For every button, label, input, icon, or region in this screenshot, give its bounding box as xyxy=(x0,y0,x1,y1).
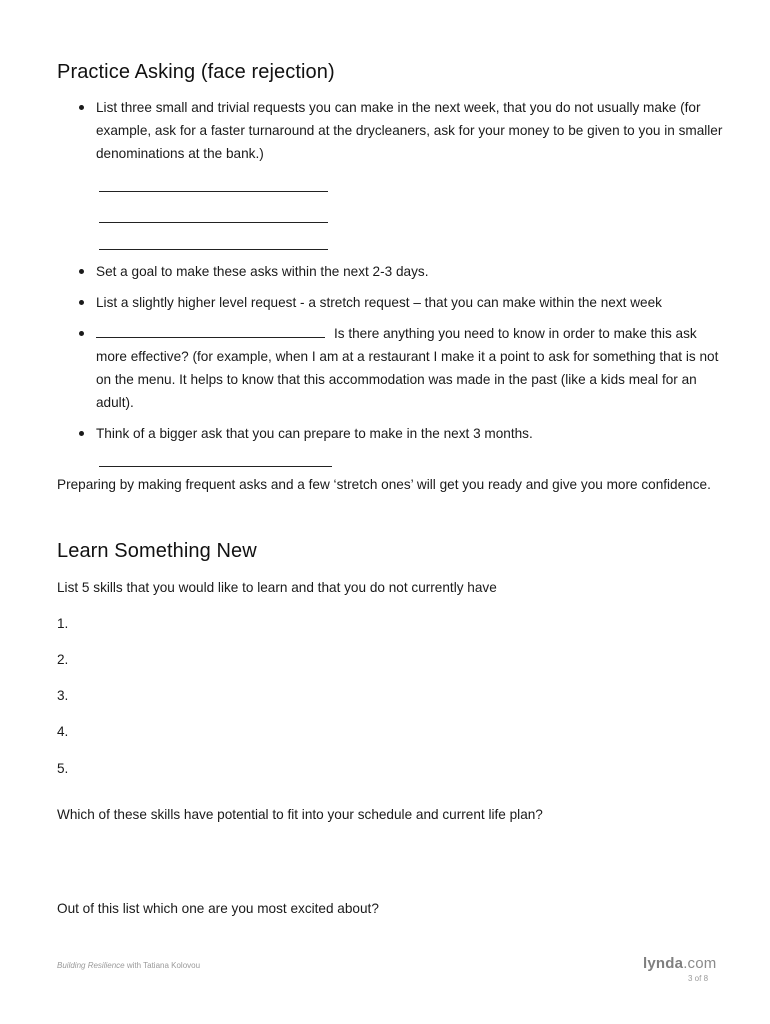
logo-suffix: .com xyxy=(683,955,717,972)
question-schedule-fit: Which of these skills have potential to fit into your schedule and current life plan? xyxy=(57,807,543,822)
footer-course-title: Building Resilience xyxy=(57,961,125,970)
bullet-list xyxy=(78,96,728,165)
closing-paragraph: Preparing by making frequent asks and a few ‘stretch ones’ will get you ready and give you more confidence. xyxy=(57,477,711,492)
logo-wordmark: lynda xyxy=(643,955,684,972)
numbered-item: 1. xyxy=(57,616,69,631)
answer-line xyxy=(99,249,328,250)
list-item xyxy=(78,322,728,414)
bullet-list xyxy=(78,260,728,445)
bullet-text-effective: Is there anything you need to know in order to make this ask more effective? (for example, when I am at a restaurant I make it a point to ask for something that is not on the menu. It helps to know that this accommodation was made in the past (like a kids meal for an adult). xyxy=(96,326,719,410)
question-most-excited: Out of this list which one are you most excited about? xyxy=(57,901,379,916)
list-item xyxy=(78,291,728,314)
answer-line xyxy=(99,466,332,467)
bullet-icon xyxy=(79,269,84,274)
list-item xyxy=(78,260,728,283)
numbered-item: 4. xyxy=(57,724,69,739)
bullet-text-goal: Set a goal to make these asks within the next 2-3 days. xyxy=(96,264,429,279)
answer-line xyxy=(99,191,328,192)
inline-answer-blank xyxy=(96,337,325,338)
bullet-icon xyxy=(79,331,84,336)
footer-course-credit xyxy=(57,961,200,970)
numbered-item: 5. xyxy=(57,761,69,776)
numbered-item: 2. xyxy=(57,652,69,667)
list-item xyxy=(78,96,728,165)
section-heading-practice-asking: Practice Asking (face rejection) xyxy=(57,61,335,83)
bullet-icon xyxy=(79,431,84,436)
list-item xyxy=(78,422,728,445)
page-number: 3 of 8 xyxy=(688,974,709,983)
bullet-icon xyxy=(79,300,84,305)
answer-line xyxy=(99,222,328,223)
section-heading-learn-something-new: Learn Something New xyxy=(57,540,257,562)
numbered-item: 3. xyxy=(57,688,69,703)
footer-author: with Tatiana Kolovou xyxy=(124,961,201,970)
bullet-icon xyxy=(79,105,84,110)
bullet-text-requests: List three small and trivial requests you can make in the next week, that you do not usually make (for example, ask for a faster turnaround at the drycleaners, ask for your money to be given to you in smaller denominations at the bank.) xyxy=(96,100,723,161)
bullet-text-stretch: List a slightly higher level request - a stretch request – that you can make within the next week xyxy=(96,295,662,310)
bullet-text-bigger-ask: Think of a bigger ask that you can prepare to make in the next 3 months. xyxy=(96,426,533,441)
skills-intro: List 5 skills that you would like to learn and that you do not currently have xyxy=(57,580,497,595)
lynda-logo xyxy=(643,955,717,972)
